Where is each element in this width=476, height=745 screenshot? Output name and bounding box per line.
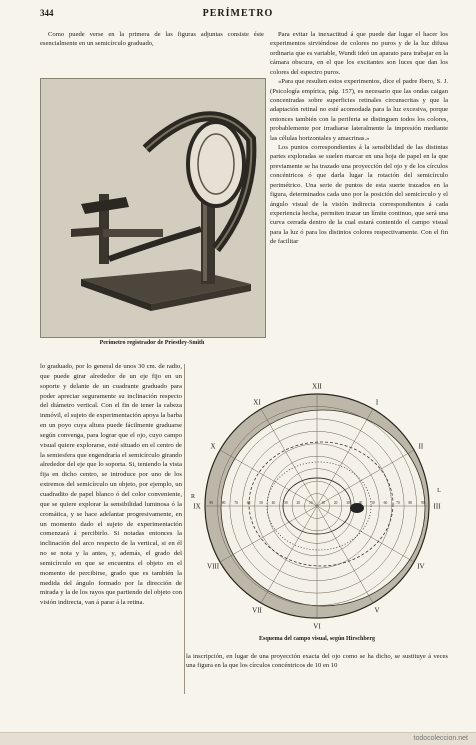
edge-label-left: R bbox=[190, 494, 196, 500]
page-title: PERÍMETRO bbox=[202, 8, 274, 19]
left-bottom-paragraph: lo graduado, por lo general de unos 30 cm. de radio, que puede girar alrededor de un eje fijo en un soporte y delante de un cuadrante graduado para poder apreciar seguramente su inclinación respecto del diámetro vertical. Con el fin de tener la cabeza inmóvil, el sujeto de experimentación apoya la barba en un poyo cuya altura puede fácilmente graduarse según convenga, para lograr que el ojo, cuyo campo visual quiere explorarse, esté situado en el centro de la semiesfera que engendraría el semicírculo girando alrededor del eje que lo soporta. Si, teniendo la vista fija en dicho centro, se introduce por uno de los extremos del semicírculo un objeto, por ejemplo, un cuadradito de papel blanco ó del color conveniente, que se quiere explorar la sensibilidad luminosa ó la cromática, y se hace adelantar progresivamente, en un momento dado el sujeto de experimentación comenzará á percibirlo. Si notadas entonces la inclinación del arco respecto de la vertical, si en él no se nota y la antes, y, además, el grado del semicírculo en que se encuentra el objeto en el momento de percibirse, grado que es también la medida del ángulo formado por la dirección de mirada y la de los rayos que partiendo del objeto con visión indirecta, van á parar á la retina. bbox=[40, 363, 182, 607]
degree-mark: 70 bbox=[234, 501, 238, 505]
watermark: todocoleccion.net bbox=[413, 735, 468, 742]
clock-label: XI bbox=[253, 398, 261, 407]
clock-label: VII bbox=[252, 606, 262, 615]
degree-mark: 50 bbox=[259, 501, 263, 505]
degree-mark: 10 bbox=[321, 501, 326, 505]
clock-label: IV bbox=[417, 562, 425, 571]
degree-mark: 80 bbox=[221, 501, 226, 505]
degree-mark: 10 bbox=[308, 501, 313, 505]
field-limit-curve bbox=[221, 410, 425, 606]
perimeter-photo bbox=[40, 78, 266, 338]
visual-field-diagram bbox=[186, 368, 448, 632]
degree-mark: 60 bbox=[246, 501, 251, 505]
degree-mark: 60 bbox=[383, 501, 388, 505]
degree-mark: 90 bbox=[209, 501, 214, 505]
right-paragraph-1: Para evitar la inexactitud á que puede dar lugar el hacer los experimentos sirviéndose de colores no puros y de la luz difusa ordinaria que es variable, Wundt ideó un aparato para trabajar en la cámara obscura, en el que los excitantes son luces que dan los colores del espectro puros. bbox=[270, 31, 448, 76]
degree-mark: 90 bbox=[420, 501, 425, 505]
degree-mark: 70 bbox=[396, 501, 400, 505]
left-column-bottom bbox=[40, 362, 182, 608]
perimeter-illustration bbox=[41, 79, 265, 337]
right-column-top bbox=[270, 30, 448, 247]
left-intro-paragraph: Como puede verse en la primera de las figuras adjuntas consiste éste esencialmente en un semicírculo graduado, bbox=[40, 31, 264, 48]
column-divider bbox=[184, 364, 185, 694]
degree-mark: 40 bbox=[271, 501, 276, 505]
clock-label: VIII bbox=[207, 562, 220, 571]
clock-label: IX bbox=[193, 502, 201, 511]
right-bottom-paragraph: la inscripción, en lugar de una proyección exacta del ojo como se ha dicho, se sustituye á veces una figura en la que los círculos concéntricos de 10 en 10 bbox=[186, 653, 448, 670]
footer-bar bbox=[0, 732, 476, 745]
degree-mark: 50 bbox=[371, 501, 375, 505]
degree-mark: 80 bbox=[408, 501, 413, 505]
clock-label: III bbox=[433, 502, 441, 511]
degree-mark: 20 bbox=[333, 501, 338, 505]
visual-field-svg bbox=[186, 368, 448, 632]
clock-label: V bbox=[374, 606, 380, 615]
page-number: 344 bbox=[40, 8, 54, 18]
degree-mark: 30 bbox=[346, 501, 350, 505]
figure2-caption: Esquema del campo visual, según Hirschberg bbox=[258, 636, 375, 642]
right-paragraph-2: «Para que resulten estos experimentos, dice el padre Ibero, S. J. (Psicología empírica, pág. 157), es necesario que las ondas caigan concentradas sobre superficies retinales circunscritas y que la adaptación retinal no esté acomodada para la luz excesiva, porque entonces también con la periferia se distinguen todos los colores, probablemente por irradiarse lateralmente la impresión mediante las células horizontales y amacrinas.» bbox=[270, 78, 448, 142]
degree-mark: 20 bbox=[296, 501, 301, 505]
edge-label-right: L bbox=[437, 488, 441, 494]
clock-label: VI bbox=[313, 622, 321, 631]
clock-label: I bbox=[375, 398, 379, 407]
clock-label: II bbox=[418, 442, 424, 451]
right-column-bottom bbox=[186, 652, 448, 671]
figure1-caption: Perímetro registrador de Priestley-Smith bbox=[99, 340, 205, 346]
clock-label: XII bbox=[312, 382, 322, 391]
clock-label: X bbox=[210, 442, 216, 451]
page-header bbox=[40, 8, 436, 22]
degree-mark: 40 bbox=[358, 501, 363, 505]
right-paragraph-3: Los puntos correspondientes á la sensibilidad de las distintas partes exploradas se suelen marcar en una hoja de papel en la que previamente se ha trazado una proyección del ojo y de los círculos concéntricos ó que darla lugar la rotación del semicírculo perimétrico. Una serie de puntos de esta suerte trazados en la figura, determinados cada uno por la posición del semicírculo y el ángulo visual de la visión indirecta correspondientes á cada experiencia hecha, permiten trazar un límite continuo, que será una curva cerrada dentro de la cual estará contenido el campo visual para la luz ó para los distintos colores respectivamente. Con el fin de facilitar bbox=[270, 144, 448, 246]
degree-mark: 30 bbox=[284, 501, 288, 505]
left-column-intro bbox=[40, 30, 264, 49]
